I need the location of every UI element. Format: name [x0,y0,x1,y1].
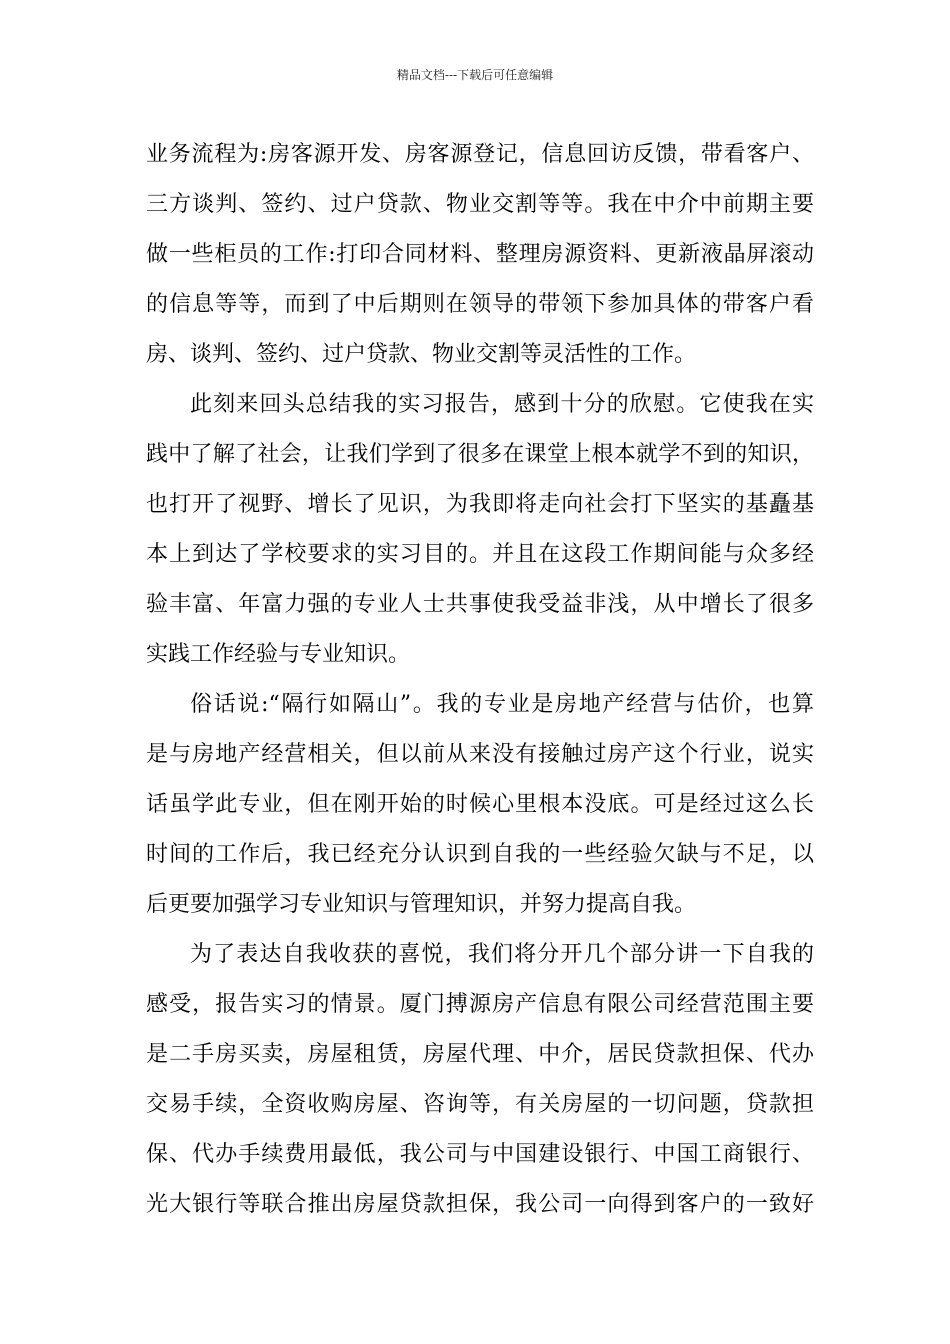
text-line: 话虽学此专业，但在刚开始的时候心里根本没底。可是经过这么长 [146,792,814,817]
text-line: 时间的工作后，我已经充分认识到自我的一些经验欠缺与不足，以 [146,842,814,867]
text-line: 也打开了视野、增长了见识，为我即将走向社会打下坚实的基矗基 [146,492,814,517]
text-line: 业务流程为:房客源开发、房客源登记，信息回访反馈，带看客户、 [146,142,814,167]
text-line: 实践工作经验与专业知识。 [146,642,411,667]
text-line: 后更要加强学习专业知识与管理知识，并努力提高自我。 [146,892,697,917]
text-line: 为了表达自我收获的喜悦，我们将分开几个部分讲一下自我的 [190,942,814,967]
text-line: 是与房地产经营相关，但以前从来没有接触过房产这个行业，说实 [146,742,814,767]
text-line: 是二手房买卖，房屋租赁，房屋代理、中介，居民贷款担保、代办 [146,1042,814,1067]
text-line: 房、谈判、签约、过户贷款、物业交割等灵活性的工作。 [146,342,697,367]
text-line: 三方谈判、签约、过户贷款、物业交割等等。我在中介中前期主要 [146,192,814,217]
document-body [146,130,814,1230]
text-line: 此刻来回头总结我的实习报告，感到十分的欣慰。它使我在实 [190,392,814,417]
text-line: 验丰富、年富力强的专业人士共事使我受益非浅，从中增长了很多 [146,592,814,617]
text-line: 保、代办手续费用最低，我公司与中国建设银行、中国工商银行、 [146,1142,814,1167]
text-line: 俗话说:“隔行如隔山”。我的专业是房地产经营与估价，也算 [190,692,814,717]
text-line: 感受，报告实习的情景。厦门搏源房产信息有限公司经营范围主要 [146,992,814,1017]
text-line: 践中了解了社会，让我们学到了很多在课堂上根本就学不到的知识， [146,442,814,467]
text-line: 光大银行等联合推出房屋贷款担保，我公司一向得到客户的一致好 [146,1192,814,1217]
text-line: 本上到达了学校要求的实习目的。并且在这段工作期间能与众多经 [146,542,814,567]
page-header: 精品文档---下载后可任意编辑 [396,68,554,82]
text-line: 的信息等等，而到了中后期则在领导的带领下参加具体的带客户看 [146,292,814,317]
text-line: 交易手续，全资收购房屋、咨询等，有关房屋的一切问题，贷款担 [146,1092,814,1117]
text-line: 做一些柜员的工作:打印合同材料、整理房源资料、更新液晶屏滚动 [146,242,814,267]
